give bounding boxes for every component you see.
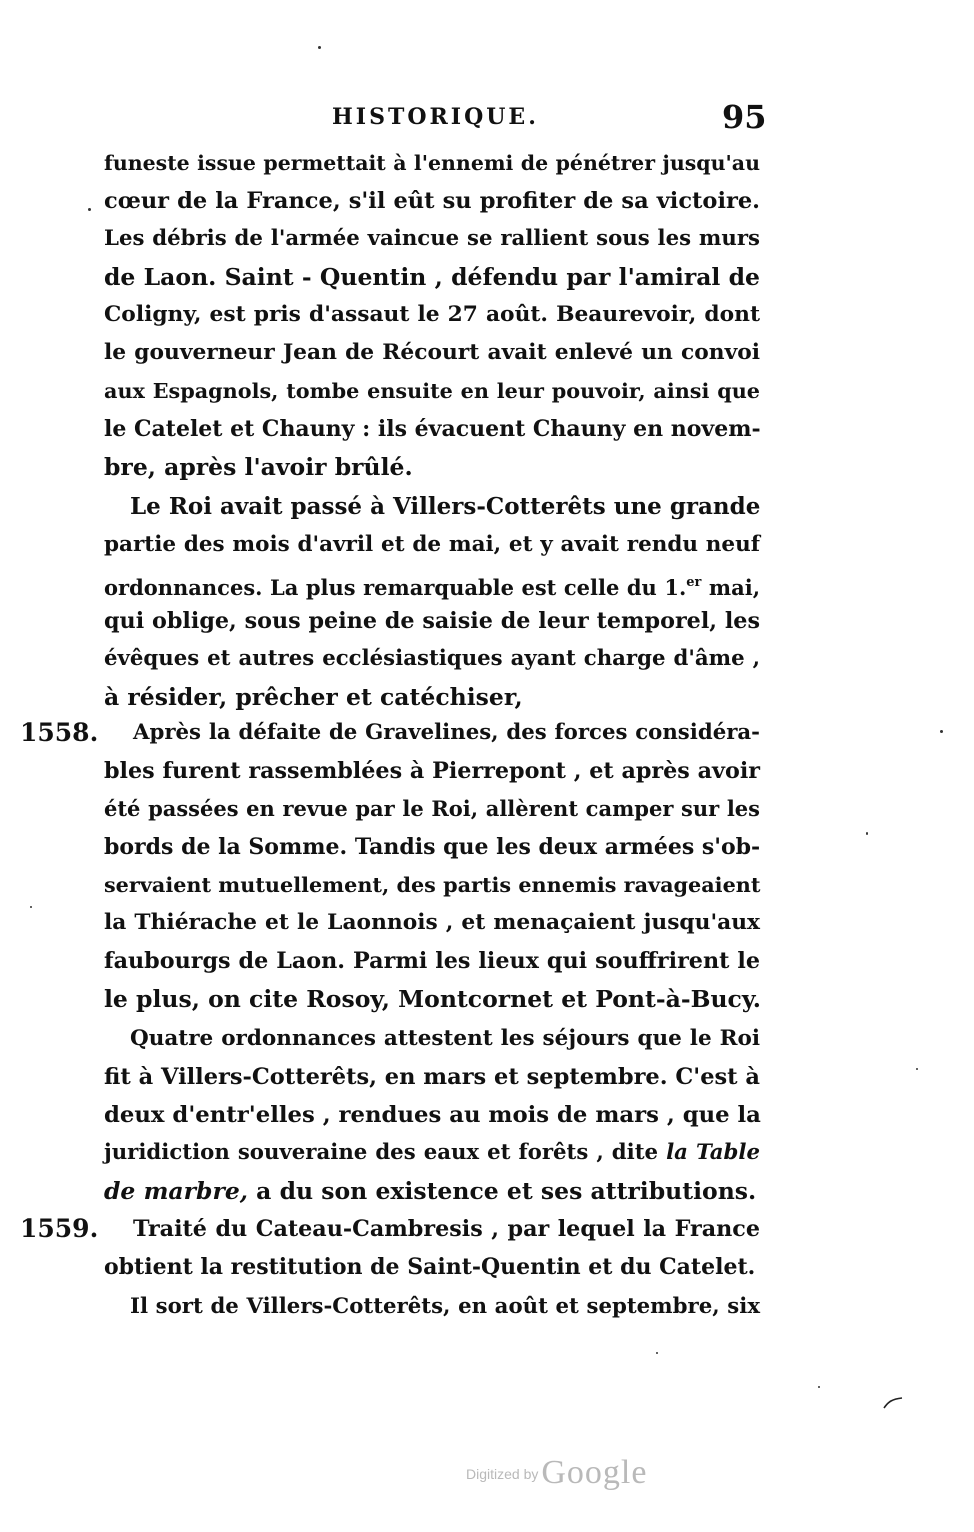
text-line: bre, après l'avoir brûlé.	[104, 453, 413, 481]
text-line: qui oblige, sous peine de saisie de leur temporel, les	[104, 608, 760, 634]
text-line: Coligny, est pris d'assaut le 27 août. Beaurevoir, dont	[104, 302, 760, 327]
text-line: Quatre ordonnances attestent les séjours que le Roi	[130, 1026, 760, 1051]
text-line: aux Espagnols, tombe ensuite en leur pouvoir, ainsi que	[104, 379, 760, 403]
scan-speck	[318, 46, 321, 49]
google-logo: Google	[541, 1454, 648, 1491]
text-line: bles furent rassemblées à Pierrepont , et après avoir	[104, 758, 760, 784]
scan-speck	[866, 832, 868, 835]
text-line: Les débris de l'armée vaincue se rallient sous les murs	[104, 226, 760, 251]
text-line: le Catelet et Chauny : ils évacuent Chauny en novem-	[104, 416, 761, 442]
text-line: obtient la restitution de Saint-Quentin et du Catelet.	[104, 1254, 756, 1280]
scan-mark-icon	[882, 1396, 904, 1410]
text-line	[104, 1172, 760, 1210]
superscript: er	[686, 575, 702, 590]
text-fragment: a du son existence et ses attributions.	[256, 1177, 757, 1205]
text-line: Après la défaite de Gravelines, des forces considéra-	[133, 720, 760, 745]
text-line: faubourgs de Laon. Parmi les lieux qui souffrirent le	[104, 948, 760, 974]
text-line	[104, 1134, 760, 1172]
italic-fragment: de marbre,	[104, 1177, 248, 1205]
text-line: de Laon. Saint - Quentin , défendu par l'amiral de	[104, 263, 760, 291]
text-line: cœur de la France, s'il eût su profiter de sa victoire.	[104, 188, 760, 214]
text-fragment: mai,	[708, 575, 761, 600]
text-fragment: 1.	[664, 575, 687, 600]
scan-speck	[30, 906, 32, 908]
scan-speck	[88, 208, 91, 211]
scan-speck	[818, 1386, 820, 1388]
text-line: à résider, prêcher et catéchiser,	[104, 683, 523, 711]
text-line: Traité du Cateau-Cambresis , par lequel la France	[133, 1216, 760, 1242]
watermark-small-text: Digitized by	[466, 1466, 539, 1482]
text-line: fit à Villers-Cotterêts, en mars et septembre. C'est à	[104, 1064, 760, 1090]
italic-fragment: la Table	[666, 1140, 760, 1165]
text-line: été passées en revue par le Roi, allèrent camper sur les	[104, 796, 760, 821]
text-line: deux d'entr'elles , rendues au mois de mars , que la	[104, 1102, 761, 1128]
scan-speck	[940, 730, 943, 733]
digitized-watermark	[466, 1454, 647, 1492]
text-fragment: juridiction souveraine des eaux et forêts , dite	[104, 1140, 659, 1165]
text-line: servaient mutuellement, des partis ennemis ravageaient	[104, 873, 761, 897]
text-fragment: ordonnances. La plus remarquable est celle du	[104, 575, 657, 600]
text-line: Le Roi avait passé à Villers-Cotterêts une grande	[130, 493, 761, 520]
text-line: le gouverneur Jean de Récourt avait enlevé un convoi	[104, 340, 760, 365]
text-line: partie des mois d'avril et de mai, et y avait rendu neuf	[104, 532, 760, 557]
text-line	[104, 564, 760, 602]
scan-speck	[656, 1352, 658, 1354]
margin-year: 1558.	[20, 718, 99, 747]
scan-speck	[916, 1068, 918, 1070]
page-number: 95	[722, 98, 767, 136]
text-line: évêques et autres ecclésiastiques ayant charge d'âme ,	[104, 646, 760, 671]
text-line: la Thiérache et le Laonnois , et menaçaient jusqu'aux	[104, 910, 760, 935]
running-head: HISTORIQUE.	[332, 104, 539, 130]
text-line: funeste issue permettait à l'ennemi de pénétrer jusqu'au	[104, 151, 760, 175]
text-line: le plus, on cite Rosoy, Montcornet et Pont-à-Bucy.	[104, 985, 761, 1013]
text-line: bords de la Somme. Tandis que les deux armées s'ob-	[104, 834, 761, 860]
margin-year: 1559.	[20, 1214, 99, 1243]
text-line: Il sort de Villers-Cotterêts, en août et septembre, six	[130, 1294, 760, 1319]
